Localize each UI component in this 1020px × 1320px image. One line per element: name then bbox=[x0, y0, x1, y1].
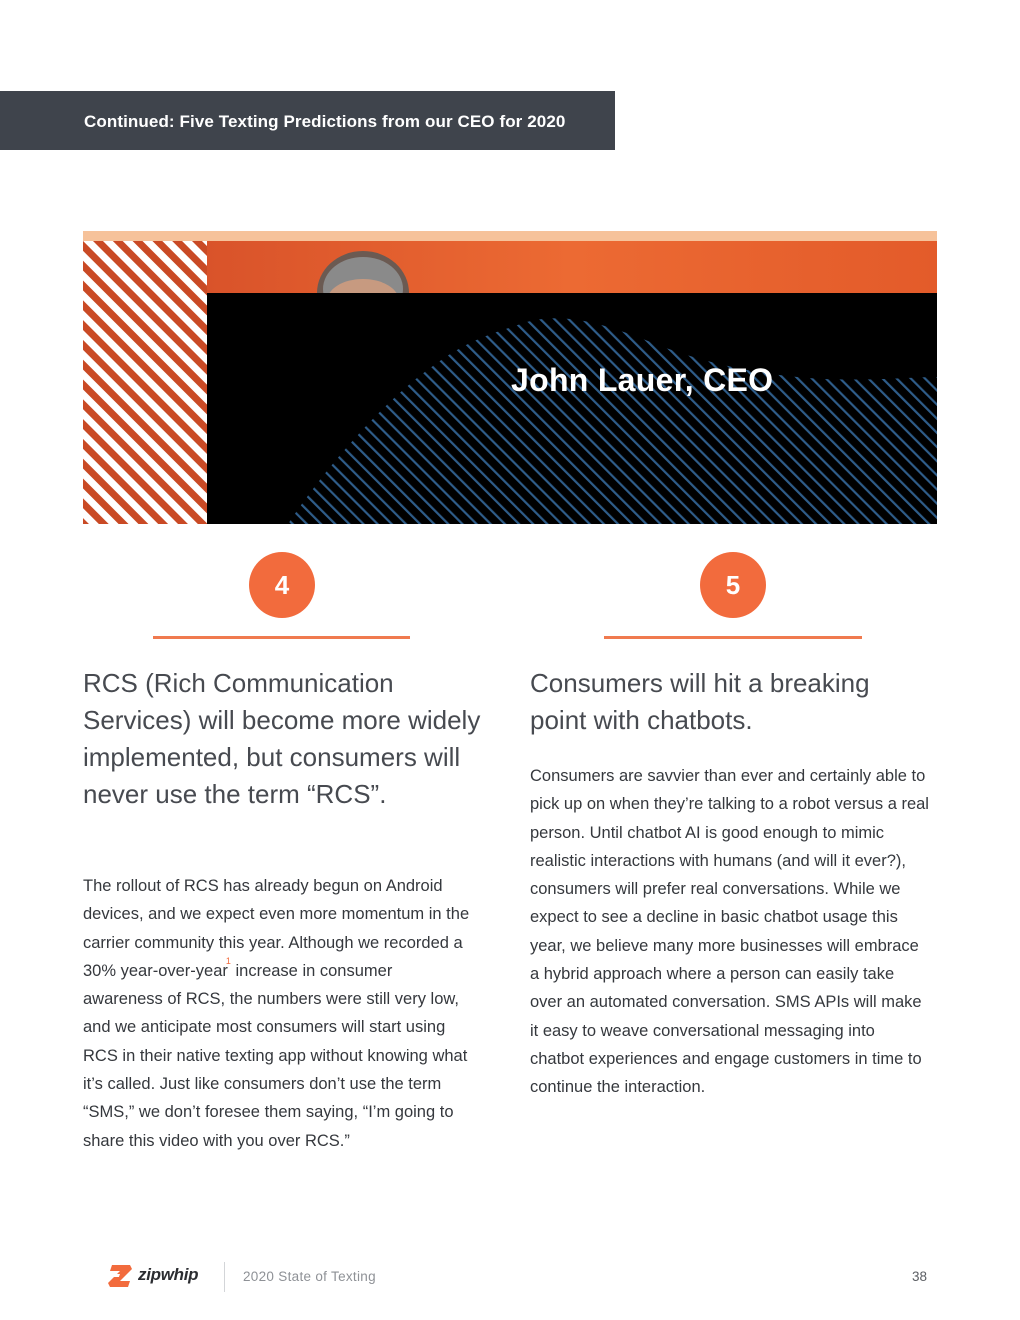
header-bar bbox=[0, 91, 615, 150]
footnote-marker: 1 bbox=[225, 955, 231, 966]
ceo-photo-graphic bbox=[83, 231, 937, 524]
prediction-number-5: 5 bbox=[700, 552, 766, 618]
column-divider bbox=[604, 636, 862, 639]
logo-wordmark: zipwhip bbox=[138, 1265, 199, 1284]
prediction-4-body-part2: increase in consumer awareness of RCS, the numbers were still very low, and we anticipate most consumers will start using RCS in their native texting app without knowing what it’s called. Just like consumers don’t use the term “SMS,” we don’t foresee them saying, “I’m going to share this video with you over RCS.” bbox=[83, 961, 468, 1150]
report-title: 2020 State of Texting bbox=[243, 1269, 376, 1284]
prediction-5-heading: Consumers will hit a breaking point with chatbots. bbox=[530, 668, 870, 735]
ceo-photo-banner bbox=[83, 231, 937, 524]
prediction-4-heading: RCS (Rich Communication Services) will become more widely implemented, but consumers will never use the term “RCS”. bbox=[83, 668, 481, 809]
column-divider bbox=[153, 636, 410, 639]
prediction-4-body-part1: The rollout of RCS has already begun on Android devices, and we expect even more momentum in the carrier community this year. Although we recorded a 30% year-over-year bbox=[83, 877, 470, 980]
page-number: 38 bbox=[912, 1269, 928, 1284]
footer-divider bbox=[224, 1262, 225, 1292]
ceo-name-caption: John Lauer, CEO bbox=[511, 362, 774, 398]
zipwhip-logo bbox=[108, 1263, 208, 1294]
prediction-number-4: 4 bbox=[249, 552, 315, 618]
prediction-5-body: Consumers are savvier than ever and certainly able to pick up on when they’re talking to a robot versus a real person. Until chatbot AI is good enough to mimic realistic interactions with humans (and will it ever?), consumers will prefer real conversations. While we expect to see a decline in basic chatbot usage this year, we believe many more businesses will embrace a hybrid approach where a person can easily take over an automated conversation. SMS APIs will make it easy to weave conversational messaging into chatbot experiences and engage customers in time to continue the interaction. bbox=[530, 767, 929, 1097]
page-title: Continued: Five Texting Predictions from our CEO for 2020 bbox=[84, 112, 566, 131]
prediction-4-body bbox=[83, 872, 475, 1155]
